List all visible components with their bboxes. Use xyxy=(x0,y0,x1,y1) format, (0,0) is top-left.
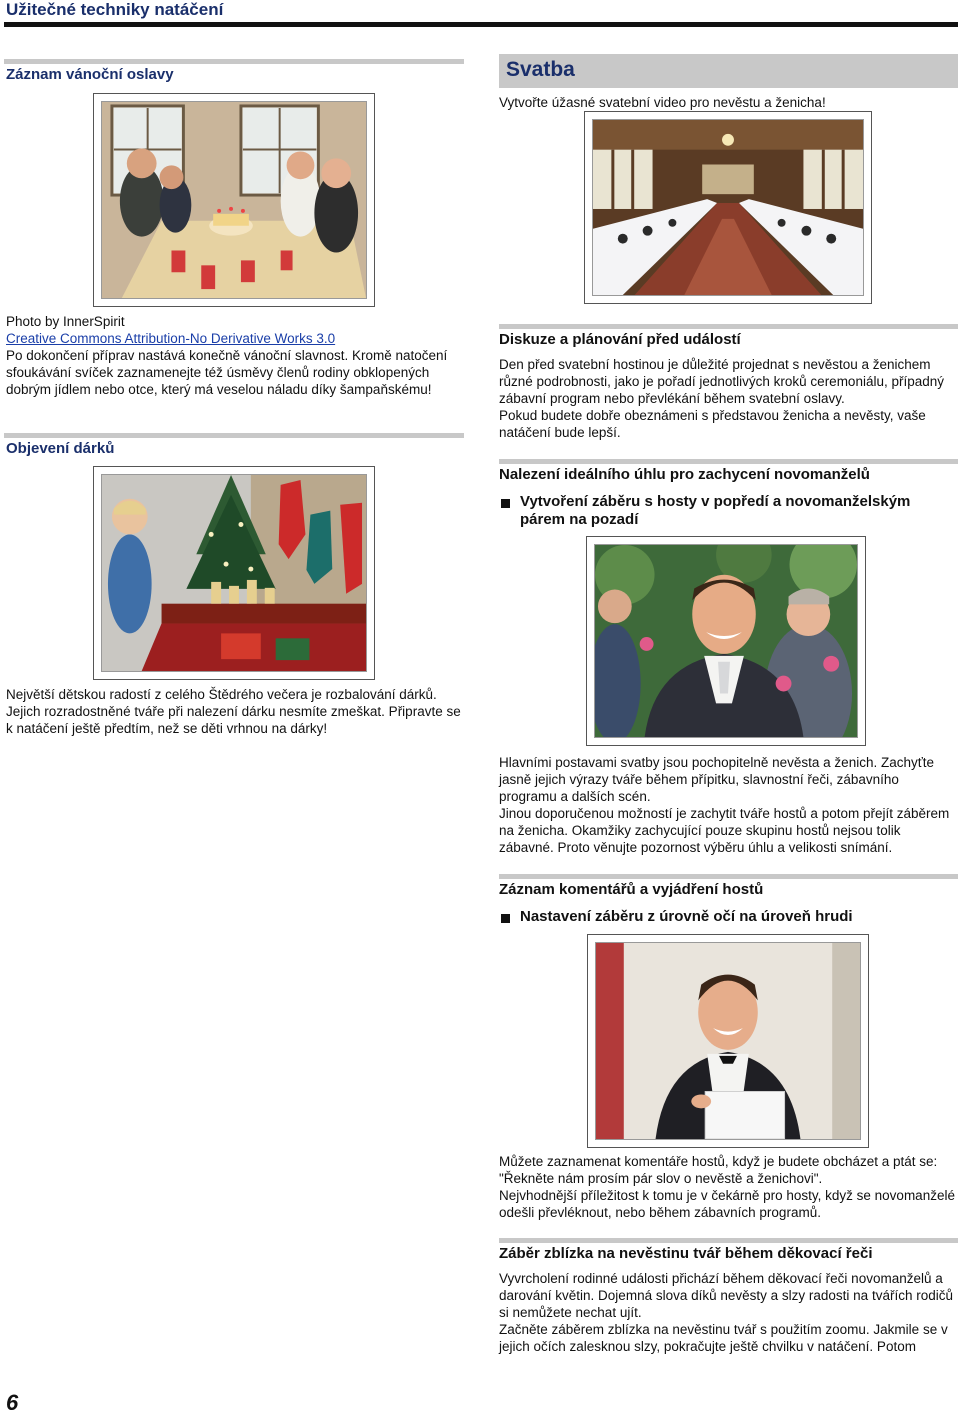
angle-bullet-text: Vytvoření záběru s hosty v popředí a novomanželským párem na pozadí xyxy=(520,493,911,528)
planning-paragraph-1: Den před svatební hostinou je důležité projednat s nevěstou a ženichem různé podrobnosti, jako je pořadí jednotlivých kroků ceremoniálu, případný zábavní program nebo převlékání během svatební oslavy. xyxy=(499,357,945,406)
page-number: 6 xyxy=(6,1390,19,1415)
guest-speech-photo xyxy=(587,934,869,1148)
bullet-marker xyxy=(501,914,510,923)
christmas-paragraph: Po dokončení příprav nastává konečně vánoční slavnost. Kromě natočení sfoukávání svíček zaznamenejte též úsměvy členů rodiny obklopených dobrým jídlem nebo otce, který má veselou náladu díky šampaňskému! xyxy=(6,348,448,397)
section-rule xyxy=(499,1238,958,1243)
section-rule xyxy=(499,324,958,329)
comments-heading: Záznam komentářů a vyjádření hostů xyxy=(499,881,764,898)
section-rule xyxy=(499,459,958,464)
gifts-heading: Objevení dárků xyxy=(6,440,115,457)
speech-paragraph-2: Začněte záběrem zblízka na nevěstinu tvář s použitím zoomu. Jakmile se v jejich očích zalesknou slzy, pokračujte ještě chvilku v natáčení. Potom xyxy=(499,1322,948,1354)
comments-paragraph-1: Můžete zaznamenat komentáře hostů, když je budete obcházet a ptát se: "Řekněte nám prosím pár slov o nevěstě a ženichovi". xyxy=(499,1154,938,1186)
section-rule xyxy=(4,59,464,64)
planning-paragraph-2: Pokud budete dobře obeznámeni s představou ženicha a nevěsty, vaše natáčení bude lepší. xyxy=(499,408,926,440)
page-title: Užitečné techniky natáčení xyxy=(6,0,224,19)
section-rule xyxy=(4,433,464,438)
groom-with-guests-photo xyxy=(586,536,866,746)
bullet-marker xyxy=(501,499,510,508)
gifts-paragraph: Největší dětskou radostí z celého Štědrého večera je rozbalování dárků. Jejich rozradostněné tváře při nalezení dárku nesmíte zmeškat. Připravte se k natáčení ještě předtím, než se děti vrhnou na dárky! xyxy=(6,687,461,736)
comments-bullet xyxy=(501,908,956,926)
angle-bullet xyxy=(501,493,956,529)
angle-heading: Nalezení ideálního úhlu pro zachycení novomanželů xyxy=(499,466,870,483)
license-link[interactable]: Creative Commons Attribution-No Derivative Works 3.0 xyxy=(6,331,336,346)
christmas-heading: Záznam vánoční oslavy xyxy=(6,66,174,83)
comments-paragraph-2: Nejvhodnější příležitost k tomu je v čekárně pro hosty, když se novomanželé odešli převléknout, nebo během zábavních programů. xyxy=(499,1188,955,1220)
banquet-hall-photo xyxy=(584,111,872,304)
comments-bullet-text: Nastavení záběru z úrovně očí na úroveň hrudi xyxy=(520,908,853,925)
speech-paragraph-1: Vyvrcholení rodinné události přichází během děkovací řeči novomanželů a darování květin. Dojemná slova díků nevěsty a slzy radosti na tvářích rodičů si nemůžete nechat ujít. xyxy=(499,1271,953,1320)
wedding-title: Svatba xyxy=(506,58,575,81)
planning-heading: Diskuze a plánování před událostí xyxy=(499,331,741,348)
angle-paragraph-2: Jinou doporučenou možností je zachytit tváře hostů a potom přejít záběrem na ženicha. Okamžiky zachycující pouze skupinu hostů nejsou tolik zábavné. Proto věnujte pozornost výběru úhlu a velikosti snímání. xyxy=(499,806,950,855)
speech-heading: Záběr zblízka na nevěstinu tvář během děkovací řeči xyxy=(499,1245,873,1262)
title-rule xyxy=(4,22,958,27)
wedding-intro: Vytvořte úžasné svatební video pro nevěstu a ženicha! xyxy=(499,95,826,110)
section-rule xyxy=(499,874,958,879)
christmas-party-photo xyxy=(93,93,375,307)
photo-credit: Photo by InnerSpirit xyxy=(6,314,125,329)
angle-paragraph-1: Hlavními postavami svatby jsou pochopitelně nevěsta a ženich. Zachyťte jasně jejich výrazy tváře během přípitku, slavnostní řeči, zábavního programu a dalších scén. xyxy=(499,755,935,804)
gift-unwrapping-photo xyxy=(93,466,375,680)
